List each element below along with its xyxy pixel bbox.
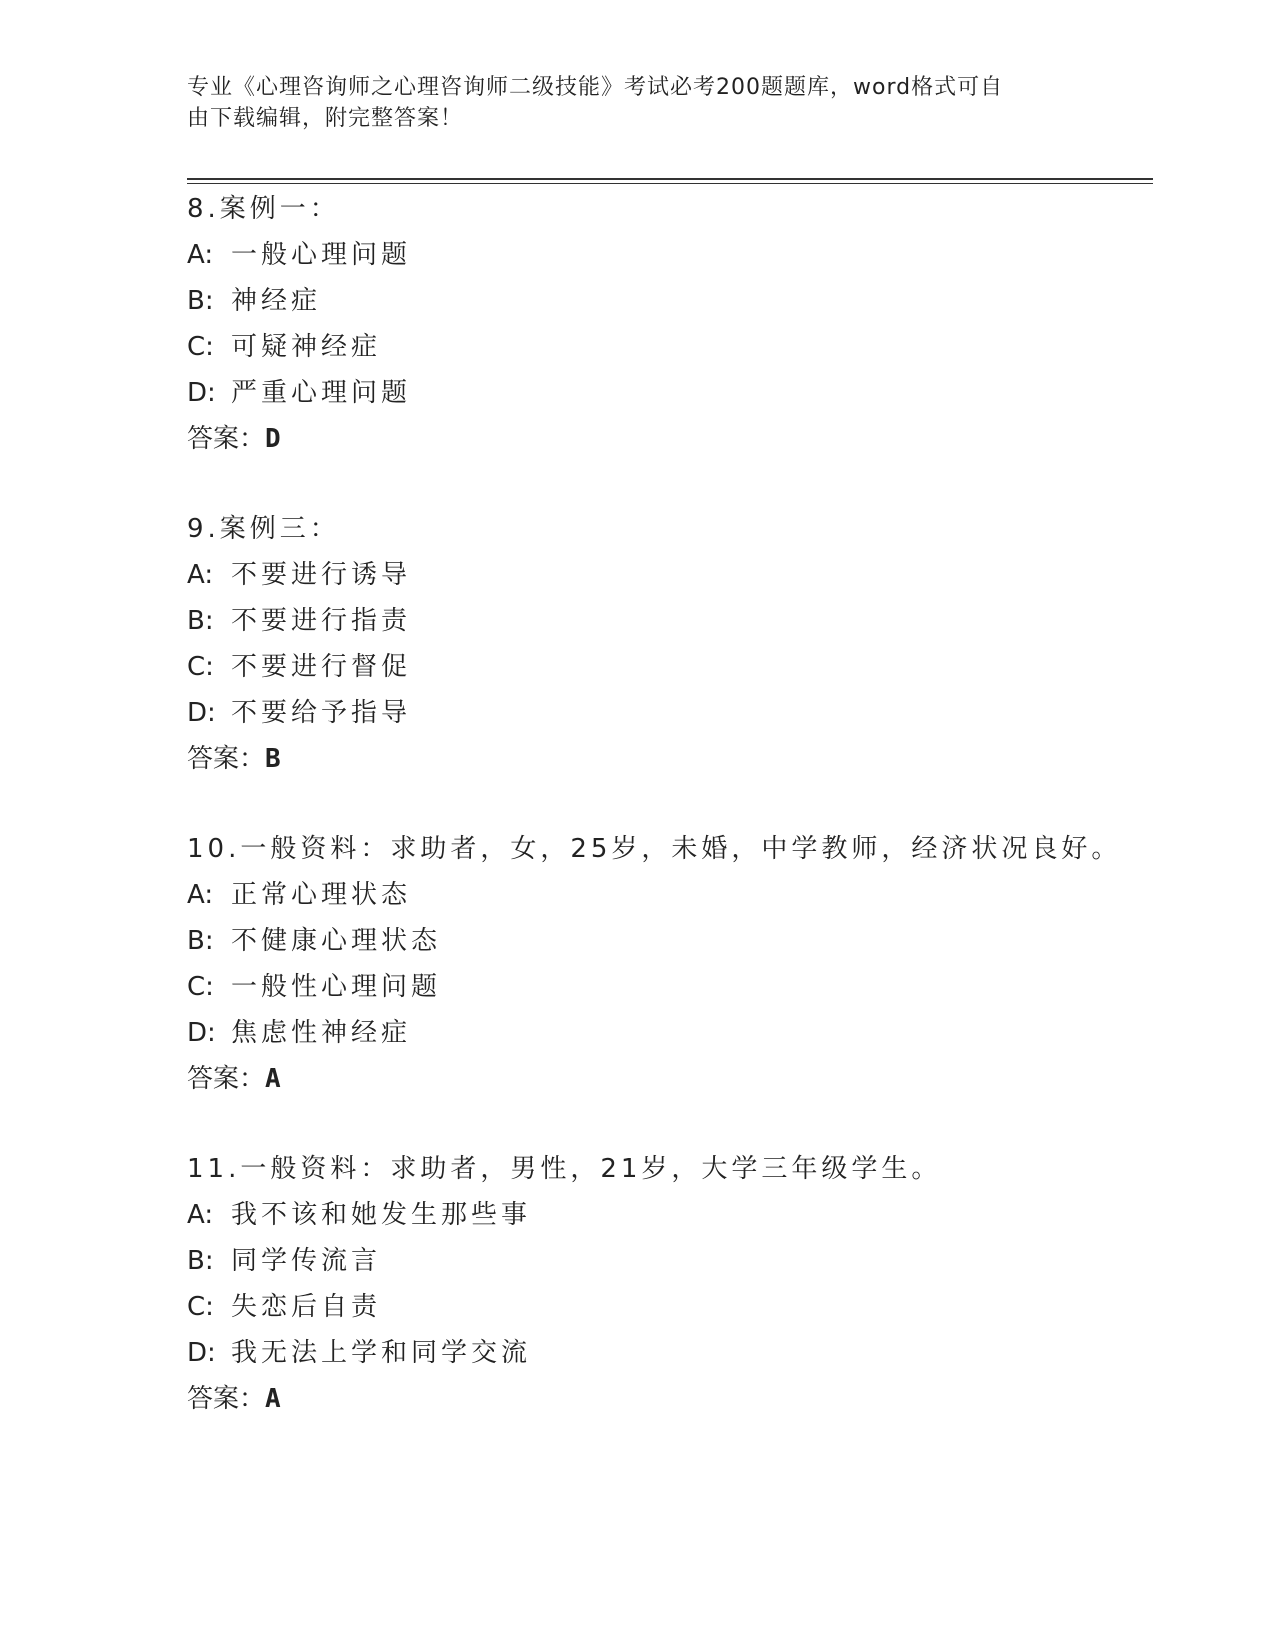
option-c: [187, 324, 1153, 370]
option-letter: A:: [187, 560, 214, 590]
option-c: [187, 964, 1153, 1010]
option-letter: B:: [187, 1246, 214, 1276]
option-text: 正常心理状态: [231, 880, 412, 910]
option-b: [187, 278, 1153, 324]
option-letter: B:: [187, 606, 214, 636]
option-d: [187, 1330, 1153, 1376]
option-letter: D:: [187, 378, 216, 408]
question-block-11: [187, 1146, 1153, 1422]
answer-line: [187, 1056, 1153, 1102]
option-b: [187, 1238, 1153, 1284]
header-intro-line-1: 专业《心理咨询师之心理咨询师二级技能》考试必考200题题库，word格式可自: [187, 75, 1004, 100]
answer-line: [187, 736, 1153, 782]
option-letter: D:: [187, 1018, 216, 1048]
option-a: [187, 1192, 1153, 1238]
option-text: 失恋后自责: [231, 1292, 382, 1322]
option-d: [187, 370, 1153, 416]
question-stem: 9.案例三：: [187, 514, 340, 544]
option-a: [187, 872, 1153, 918]
option-text: 不要进行督促: [231, 652, 412, 682]
answer-value: B: [265, 744, 281, 774]
answer-label: 答案：: [187, 1384, 266, 1414]
answer-label: 答案：: [187, 744, 266, 774]
header-divider-thin: [187, 183, 1153, 184]
answer-value: D: [265, 424, 281, 454]
option-letter: D:: [187, 698, 216, 728]
option-text: 我无法上学和同学交流: [231, 1338, 532, 1368]
header-intro-line-2: 由下载编辑，附完整答案！: [187, 106, 464, 131]
option-letter: A:: [187, 240, 214, 270]
document-header: [187, 72, 1067, 134]
option-text: 同学传流言: [231, 1246, 382, 1276]
header-divider-thick: [187, 178, 1153, 180]
option-text: 我不该和她发生那些事: [231, 1200, 532, 1230]
option-a: [187, 232, 1153, 278]
option-b: [187, 598, 1153, 644]
option-letter: C:: [187, 332, 214, 362]
option-c: [187, 1284, 1153, 1330]
option-letter: C:: [187, 652, 214, 682]
answer-value: A: [265, 1064, 281, 1094]
question-block-9: [187, 506, 1153, 782]
option-text: 一般性心理问题: [231, 972, 442, 1002]
option-d: [187, 690, 1153, 736]
answer-line: [187, 1376, 1153, 1422]
option-letter: A:: [187, 1200, 214, 1230]
option-text: 不要给予指导: [231, 698, 412, 728]
answer-label: 答案：: [187, 1064, 266, 1094]
option-letter: A:: [187, 880, 214, 910]
question-stem: 10.一般资料：求助者，女，25岁，未婚，中学教师，经济状况良好。: [187, 834, 1122, 864]
option-text: 不要进行诱导: [231, 560, 412, 590]
option-letter: C:: [187, 1292, 214, 1322]
option-letter: B:: [187, 926, 214, 956]
question-block-8: [187, 186, 1153, 462]
option-text: 可疑神经症: [231, 332, 382, 362]
option-a: [187, 552, 1153, 598]
answer-value: A: [265, 1384, 281, 1414]
option-text: 一般心理问题: [231, 240, 412, 270]
option-b: [187, 918, 1153, 964]
option-text: 不要进行指责: [231, 606, 412, 636]
option-letter: C:: [187, 972, 214, 1002]
answer-label: 答案：: [187, 424, 266, 454]
option-text: 不健康心理状态: [231, 926, 442, 956]
option-text: 神经症: [231, 286, 322, 316]
option-text: 严重心理问题: [231, 378, 412, 408]
option-c: [187, 644, 1153, 690]
question-block-10: [187, 826, 1153, 1102]
answer-line: [187, 416, 1153, 462]
option-d: [187, 1010, 1153, 1056]
option-text: 焦虑性神经症: [231, 1018, 412, 1048]
question-stem: 8.案例一：: [187, 194, 340, 224]
option-letter: B:: [187, 286, 214, 316]
option-letter: D:: [187, 1338, 216, 1368]
question-stem: 11.一般资料：求助者，男性，21岁，大学三年级学生。: [187, 1154, 942, 1184]
